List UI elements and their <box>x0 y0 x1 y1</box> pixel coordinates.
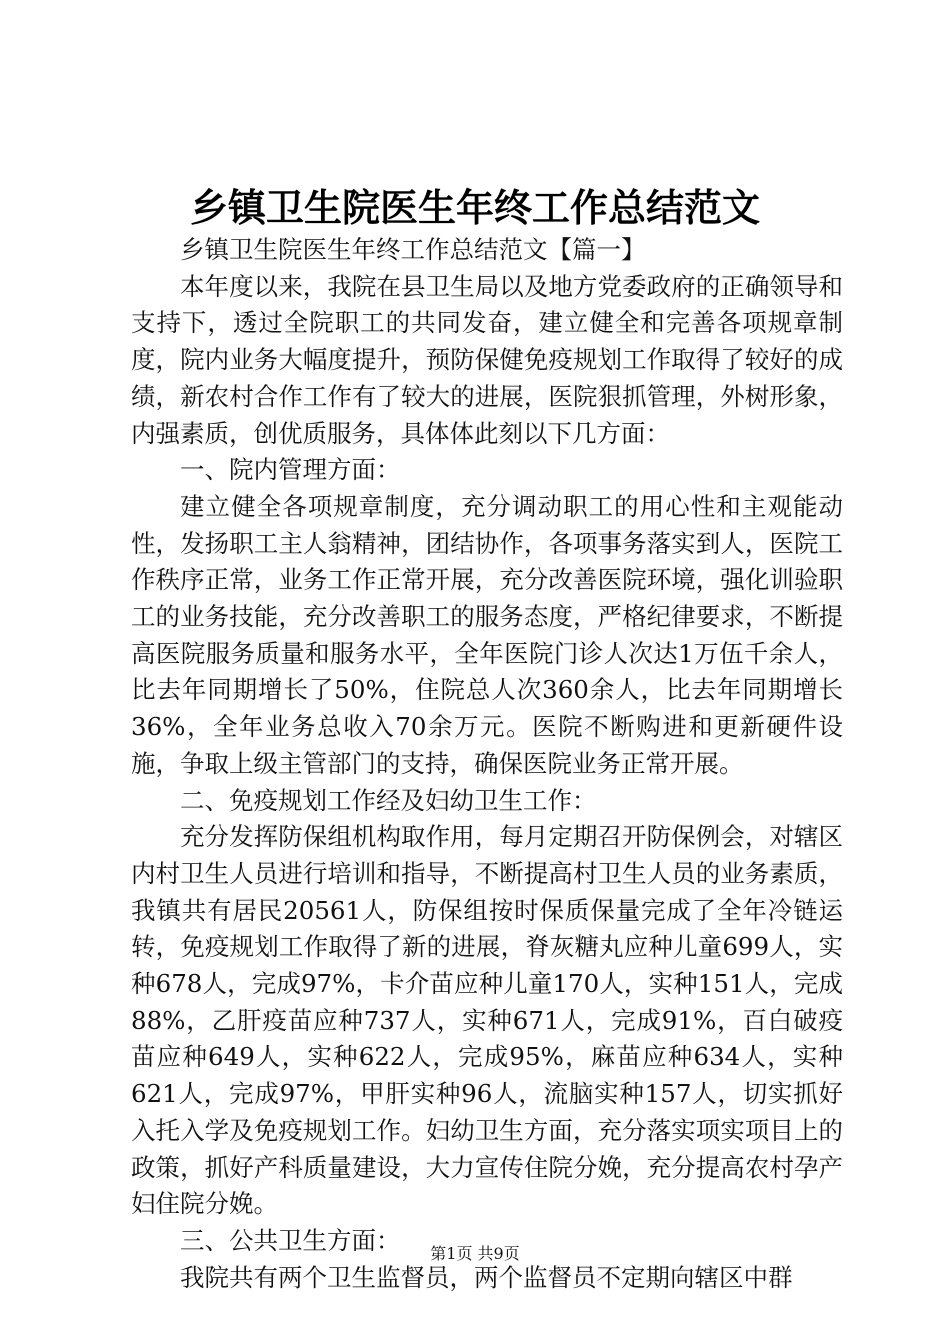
document-title: 乡镇卫生院医生年终工作总结范文 <box>189 185 760 230</box>
section-heading: 二、免疫规划工作经及妇幼卫生工作： <box>180 785 597 815</box>
paragraph: 我院共有两个卫生监督员，两个监督员不定期向辖区中群 <box>180 1262 793 1292</box>
section-heading: 一、院内管理方面： <box>180 455 401 485</box>
paragraph: 本年度以来，我院在县卫生局以及地方党委政府的正确领导和支持下，透过全院职工的共同发奋，建立健全和完善各项规章制度，院内业务大幅度提升，预防保健免疫规划工作取得了较好的成绩，新农村合作工作有了较大的进展，医院狠抓管理，外树形象，内强素质，创优质服务，具体体此刻以下几方面： <box>131 271 843 448</box>
section-heading: 三、公共卫生方面： <box>180 1225 401 1255</box>
section-heading: 乡镇卫生院医生年终工作总结范文【篇一】 <box>180 235 646 264</box>
paragraph: 建立健全各项规章制度，充分调动职工的用心性和主观能动性，发扬职工主人翁精神，团结协作，各项事务落实到人，医院工作秩序正常，业务工作正常开展，充分改善医院环境，强化训验职工的业务技能，充分改善职工的服务态度，严格纪律要求，不断提高医院服务质量和服务水平，全年医院门诊人次达1万伍千余人，比去年同期增长了50%，住院总人次360余人，比去年同期增长36%，全年业务总收入70余万元。医院不断购进和更新硬件设施，争取上级主管部门的支持，确保医院业务正常开展。 <box>131 491 843 778</box>
paragraph: 充分发挥防保组机构取作用，每月定期召开防保例会，对辖区内村卫生人员进行培训和指导，不断提高村卫生人员的业务素质，我镇共有居民20561人，防保组按时保质保量完成了全年冷链运转，免疫规划工作取得了新的进展，脊灰糖丸应种儿童699人，实种678人，完成97%，卡介苗应种儿童170人，实种151人，完成88%，乙肝疫苗应种737人，实种671人，完成91%，百白破疫苗应种649人，实种622人，完成95%，麻苗应种634人，实种621人，完成97%，甲肝实种96人，流脑实种157人，切实抓好入托入学及免疫规划工作。妇幼卫生方面，充分落实项实项目上的政策，抓好产科质量建设，大力宣传住院分娩，充分提高农村孕产妇住院分娩。 <box>131 822 843 1219</box>
document-body <box>131 232 843 1296</box>
page-footer: 第1页 共9页 <box>430 1244 520 1263</box>
